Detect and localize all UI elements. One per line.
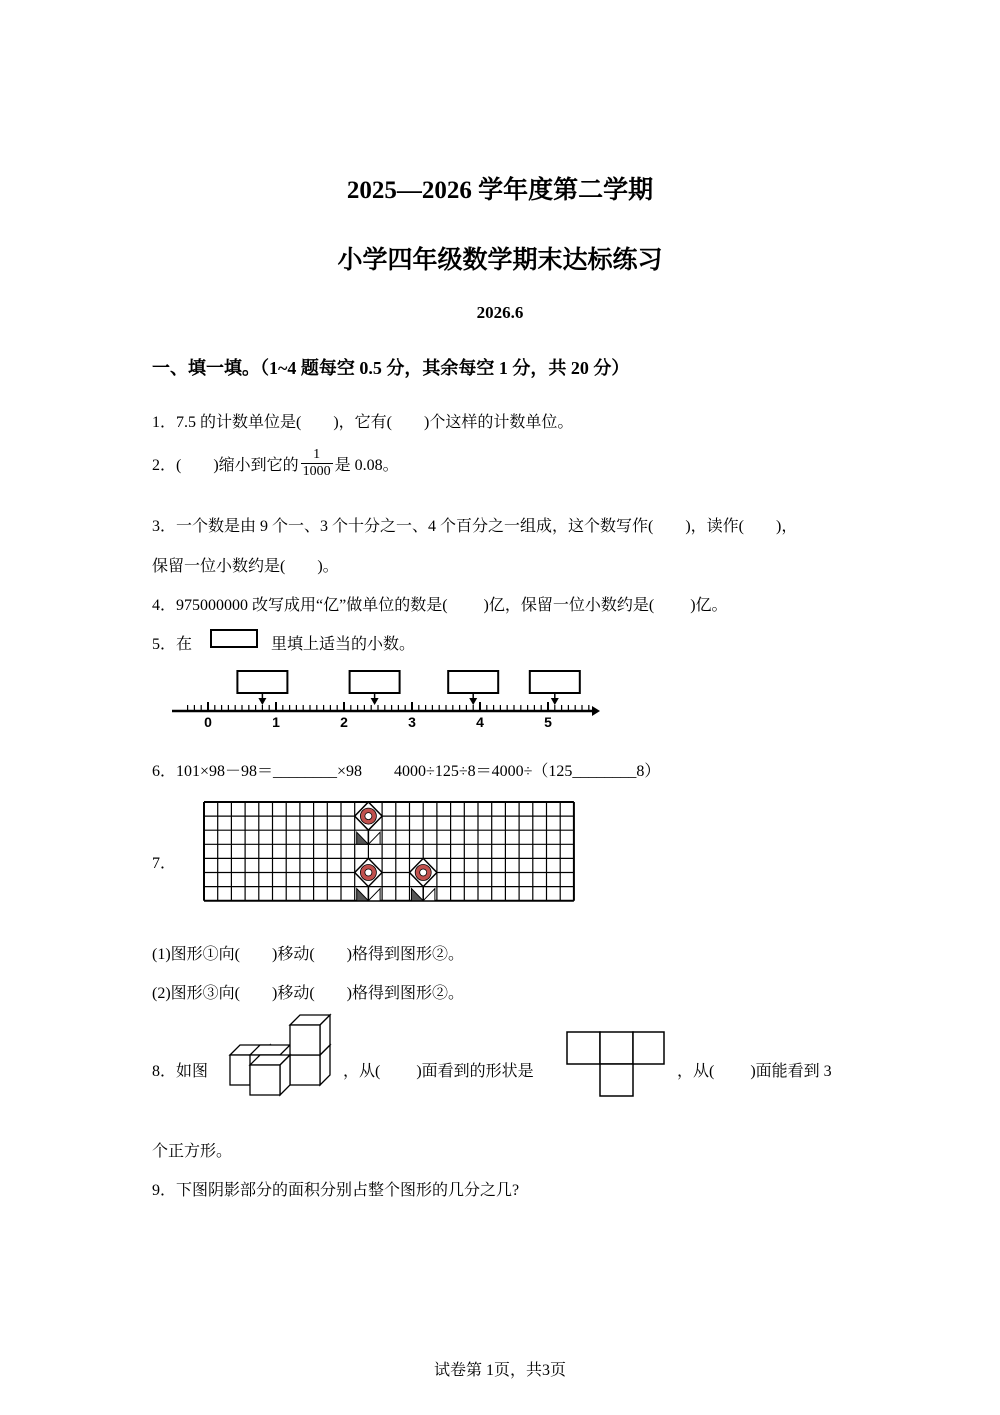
fraction-denominator: 1000 — [302, 464, 331, 479]
question-5-suffix: 里填上适当的小数。 — [271, 636, 416, 653]
flower-leaf — [357, 832, 369, 844]
question-6: 6．101×98－98＝________×98 4000÷125÷8＝4000÷（125________8） — [152, 763, 661, 780]
axis-label: 4 — [476, 714, 484, 730]
section-heading: 一、填一填。（1~4 题每空 0.5 分，其余每空 1 分，共 20 分） — [152, 358, 630, 378]
flower-center — [365, 813, 372, 820]
exam-title-line1: 2025—2026 学年度第二学期 — [346, 177, 654, 204]
question-2-prefix: 2．( )缩小到它的 — [152, 457, 299, 474]
page-footer: 试卷第 1页，共3页 — [433, 1362, 566, 1379]
flower-leaf — [423, 889, 435, 901]
axis-label: 3 — [408, 714, 416, 730]
question-9: 9．下图阴影部分的面积分别占整个图形的几分之几? — [152, 1182, 520, 1199]
question-1: 1．7.5 的计数单位是( )，它有( )个这样的计数单位。 — [152, 414, 574, 431]
axis-label: 2 — [340, 714, 348, 730]
question-4: 4．975000000 改写成用“亿”做单位的数是( )亿，保留一位小数约是( )亿。 — [152, 597, 728, 614]
view-shape-figure — [564, 1029, 668, 1099]
question-7-sub1: (1)图形①向( )移动( )格得到图形②。 — [152, 946, 464, 963]
fraction-numerator: 1 — [313, 447, 321, 462]
question-7-sub2: (2)图形③向( )移动( )格得到图形②。 — [152, 985, 464, 1002]
exam-title-line2: 小学四年级数学期末达标练习 — [337, 247, 663, 274]
axis-label: 0 — [204, 714, 212, 730]
flower-center — [420, 869, 427, 876]
question-5-prefix: 5．在 — [152, 636, 193, 653]
question-8-suffix: ，从( )面能看到 3 — [677, 1063, 832, 1080]
question-2-suffix: 是 0.08。 — [334, 457, 399, 474]
flower-leaf — [368, 832, 380, 844]
axis-label: 1 — [272, 714, 280, 730]
question-3-line2: 保留一位小数约是( )。 — [152, 558, 339, 575]
exam-date: 2026.6 — [476, 303, 524, 322]
flower-center — [365, 869, 372, 876]
question-3-line1: 3．一个数是由 9 个一、3 个十分之一、4 个百分之一组成，这个数写作( )，读作( )， — [152, 518, 798, 535]
question-7-label: 7． — [152, 855, 177, 872]
flower-leaf — [412, 889, 424, 901]
flower-leaf — [368, 889, 380, 901]
question-8-line2: 个正方形。 — [152, 1143, 233, 1160]
flower-leaf — [357, 889, 369, 901]
axis-label: 5 — [544, 714, 552, 730]
cube-stack-figure — [225, 1012, 335, 1102]
question-8-prefix: 8．如图 — [152, 1063, 209, 1080]
question-8-middle: ，从( )面看到的形状是 — [343, 1063, 534, 1080]
